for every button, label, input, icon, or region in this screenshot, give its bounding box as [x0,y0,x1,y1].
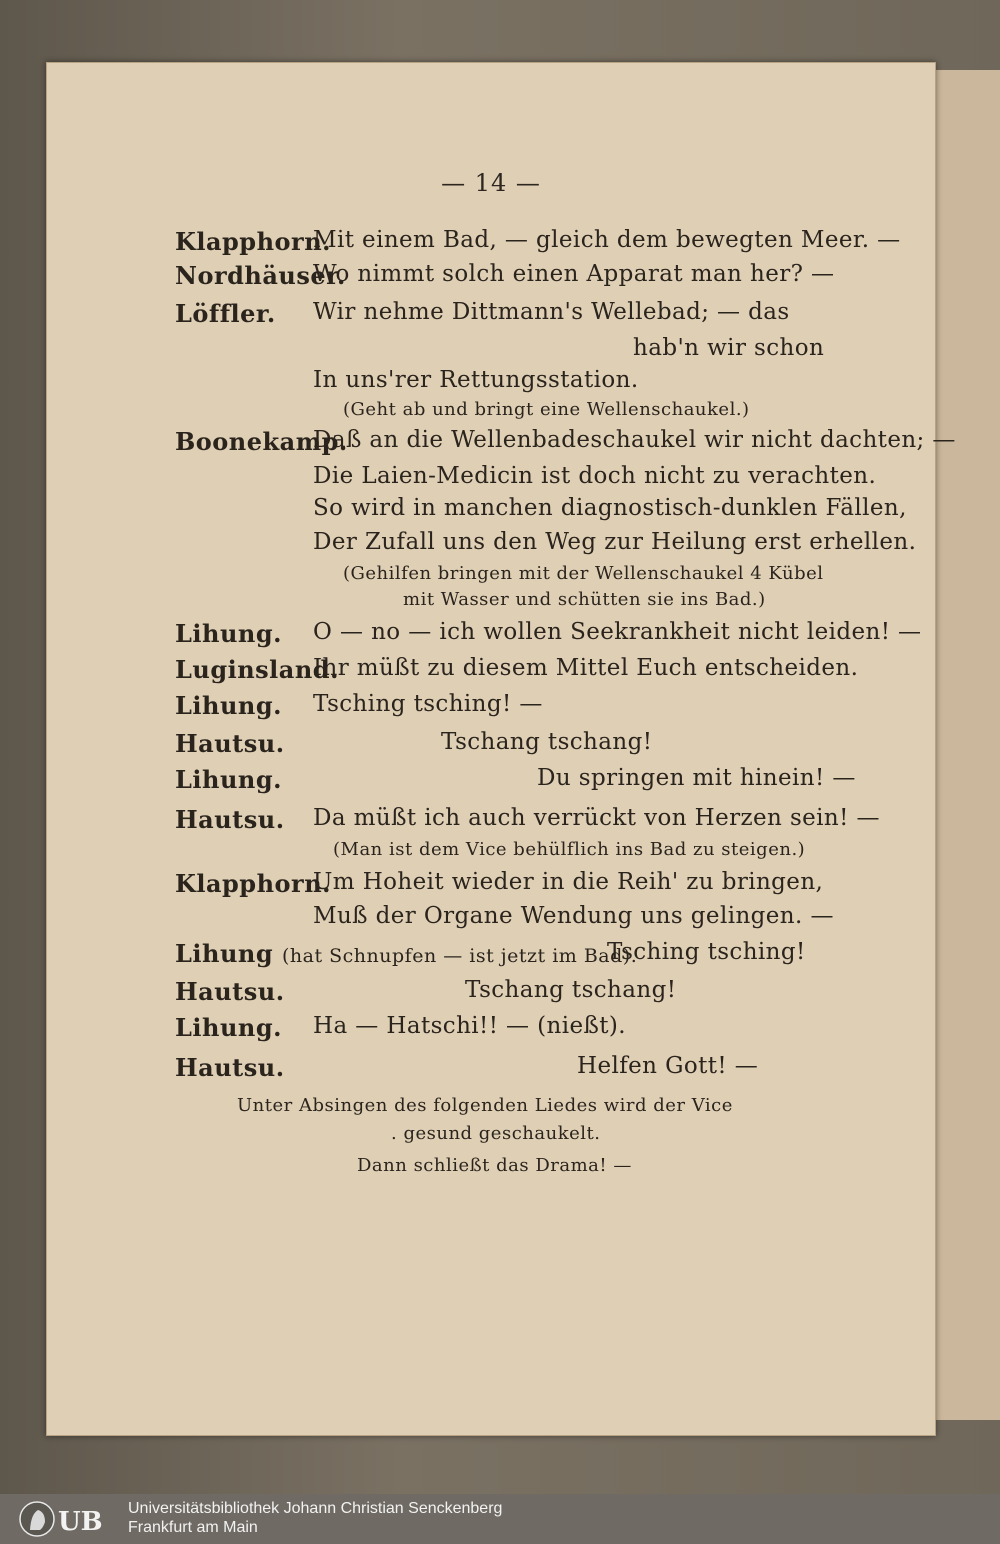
speaker-name: Hautsu. [175,729,285,758]
page-number: — 14 — [441,169,541,197]
dialogue-text: Ihr müßt zu diesem Mittel Euch entscheiden. [313,655,859,681]
dialogue-line [47,903,935,943]
speaker-name-text: Lihung [175,939,274,968]
dialogue-text: Wo nimmt solch einen Apparat man her? — [313,261,835,287]
stage-direction [47,1155,935,1195]
dialogue-text: Da müßt ich auch verrückt von Herzen sein! — [313,805,880,831]
speaker-name: Luginsland. [175,655,339,684]
dialogue-line [47,977,935,1017]
dialogue-line [47,939,935,979]
library-name-line1: Universitätsbibliothek Johann Christian Senckenberg [128,1500,503,1517]
dialogue-line [47,299,935,339]
library-name-line2: Frankfurt am Main [128,1519,258,1536]
dialogue-text: Der Zufall uns den Weg zur Heilung erst erhellen. [313,529,917,555]
speaker-name: Klapphorn. [175,869,331,898]
dialogue-text: Die Laien-Medicin ist doch nicht zu verachten. [313,463,877,489]
logo-text: UB [58,1507,103,1537]
dialogue-text: Helfen Gott! — [577,1053,759,1079]
speaker-name: Hautsu. [175,1053,285,1082]
speaker-name: Nordhäuser. [175,261,346,290]
dialogue-text: Mit einem Bad, — gleich dem bewegten Meer. — [313,227,901,253]
stage-direction-text: (Geht ab und bringt eine Wellenschaukel.) [343,399,750,420]
adjacent-page-edge [930,70,1000,1420]
dialogue-line [47,1013,935,1053]
dialogue-line [47,691,935,731]
dialogue-text: Um Hoheit wieder in die Reih' zu bringen, [313,869,824,895]
dialogue-text: In uns'rer Rettungsstation. [313,367,639,393]
dialogue-text: Daß an die Wellenbadeschaukel wir nicht dachten; — [313,427,956,453]
speaker-name: Hautsu. [175,977,285,1006]
dialogue-line [47,1053,935,1093]
library-logo [18,1500,118,1538]
dialogue-text: hab'n wir schon [633,335,825,361]
stage-direction-text: Dann schließt das Drama! — [357,1155,632,1176]
dialogue-text: Tsching tsching! — [313,691,543,717]
library-footer-bar [0,1494,1000,1544]
speaker-name [175,939,637,968]
dialogue-text: Tschang tschang! [465,977,677,1003]
speaker-name: Hautsu. [175,805,285,834]
dialogue-text: Wir nehme Dittmann's Wellebad; — das [313,299,790,325]
dialogue-text: Muß der Organe Wendung uns gelingen. — [313,903,834,929]
library-name [128,1499,502,1537]
speaker-name: Lihung. [175,619,282,648]
stage-direction-text: . gesund geschaukelt. [391,1123,601,1144]
dialogue-line [47,655,935,695]
dialogue-line [47,729,935,769]
dialogue-text: Tschang tschang! [441,729,653,755]
stage-aside: (hat Schnupfen — ist jetzt im Bad). [281,945,638,967]
dialogue-line [47,619,935,659]
stage-direction-text: (Man ist dem Vice behülflich ins Bad zu steigen.) [333,839,806,860]
speaker-name: Lihung. [175,1013,282,1042]
speaker-name: Löffler. [175,299,276,328]
dialogue-text: Du springen mit hinein! — [537,765,856,791]
stage-direction-text: mit Wasser und schütten sie ins Bad.) [403,589,766,610]
dialogue-text: Ha — Hatschi!! — (nießt). [313,1013,627,1039]
dialogue-text: Tsching tsching! [607,939,806,965]
dialogue-line [47,427,956,467]
speaker-name: Lihung. [175,691,282,720]
speaker-name: Lihung. [175,765,282,794]
dialogue-text: So wird in manchen diagnostisch-dunklen Fällen, [313,495,907,521]
speaker-name: Boonekamp. [175,427,348,456]
dialogue-text: O — no — ich wollen Seekrankheit nicht leiden! — [313,619,922,645]
dialogue-line [47,261,935,301]
speaker-name: Klapphorn. [175,227,331,256]
dialogue-line [47,765,935,805]
document-page [46,62,956,1436]
stage-direction-text: Unter Absingen des folgenden Liedes wird der Vice [237,1095,733,1116]
stage-direction-text: (Gehilfen bringen mit der Wellenschaukel 4 Kübel [343,563,824,584]
